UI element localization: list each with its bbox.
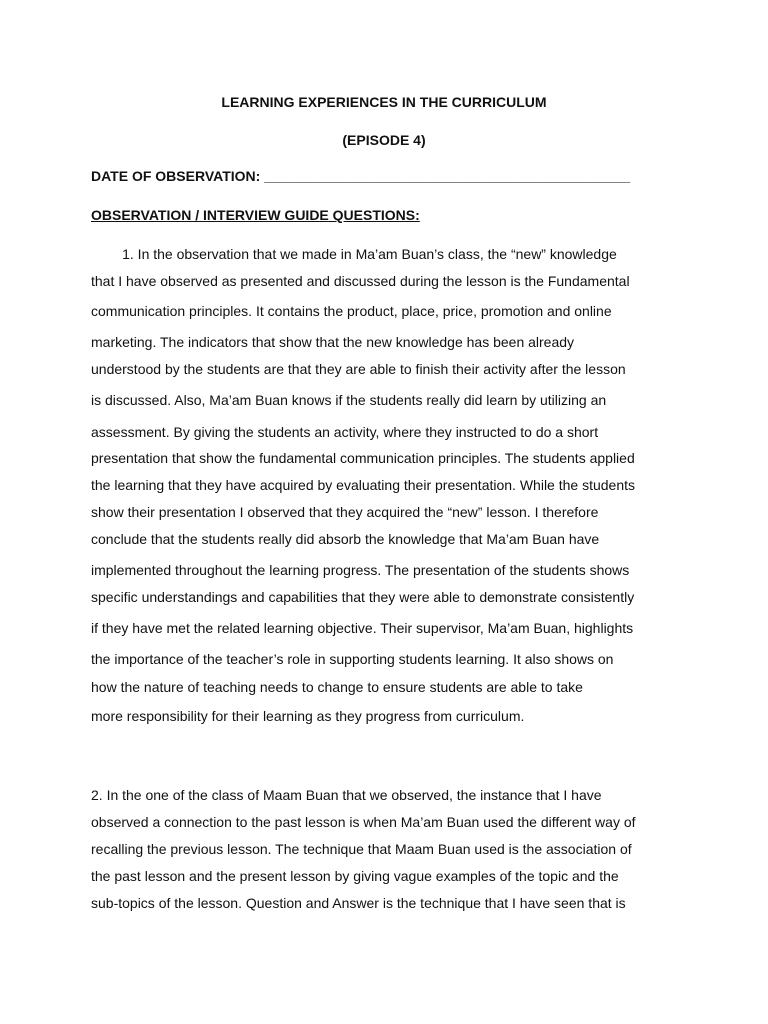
paragraph-line: 2. In the one of the class of Maam Buan that we observed, the instance that I have bbox=[91, 787, 602, 803]
paragraph-line: communication principles. It contains the product, place, price, promotion and online bbox=[91, 303, 612, 319]
paragraph-line: if they have met the related learning objective. Their supervisor, Ma’am Buan, highlights bbox=[91, 620, 634, 636]
paragraph-line: specific understandings and capabilities that they were able to demonstrate consistently bbox=[91, 589, 635, 605]
paragraph-line: assessment. By giving the students an activity, where they instructed to do a short bbox=[91, 424, 599, 440]
paragraph-line: the importance of the teacher’s role in supporting students learning. It also shows on bbox=[91, 651, 614, 667]
section-heading: OBSERVATION / INTERVIEW GUIDE QUESTIONS: bbox=[91, 207, 420, 223]
paragraph-line: observed a connection to the past lesson is when Ma’am Buan used the different way of bbox=[91, 814, 636, 830]
paragraph-line: marketing. The indicators that show that the new knowledge has been already bbox=[91, 334, 575, 350]
paragraph-line: more responsibility for their learning as they progress from curriculum. bbox=[91, 708, 525, 724]
paragraph-line: the learning that they have acquired by evaluating their presentation. While the students bbox=[91, 477, 636, 493]
paragraph-line: the past lesson and the present lesson by giving vague examples of the topic and the bbox=[91, 868, 619, 884]
document-title: LEARNING EXPERIENCES IN THE CURRICULUM bbox=[221, 94, 547, 110]
date-of-observation: DATE OF OBSERVATION: _______________________________________________ bbox=[91, 168, 631, 184]
paragraph-line: recalling the previous lesson. The technique that Maam Buan used is the association of bbox=[91, 841, 632, 857]
paragraph-line: sub-topics of the lesson. Question and Answer is the technique that I have seen that is bbox=[91, 895, 626, 911]
paragraph-line: presentation that show the fundamental communication principles. The students applied bbox=[91, 450, 635, 466]
paragraph-line: show their presentation I observed that they acquired the “new” lesson. I therefore bbox=[91, 504, 599, 520]
paragraph-line: understood by the students are that they are able to finish their activity after the lesson bbox=[91, 361, 626, 377]
paragraph-line: implemented throughout the learning progress. The presentation of the students shows bbox=[91, 562, 630, 578]
paragraph-line: that I have observed as presented and discussed during the lesson is the Fundamental bbox=[91, 273, 630, 289]
episode-label: (EPISODE 4) bbox=[342, 132, 426, 148]
paragraph-line: is discussed. Also, Ma’am Buan knows if the students really did learn by utilizing an bbox=[91, 392, 607, 408]
paragraph-line: conclude that the students really did absorb the knowledge that Ma’am Buan have bbox=[91, 531, 600, 547]
paragraph-line: how the nature of teaching needs to change to ensure students are able to take bbox=[91, 679, 583, 695]
paragraph-line: 1. In the observation that we made in Ma’am Buan’s class, the “new” knowledge bbox=[91, 246, 617, 262]
